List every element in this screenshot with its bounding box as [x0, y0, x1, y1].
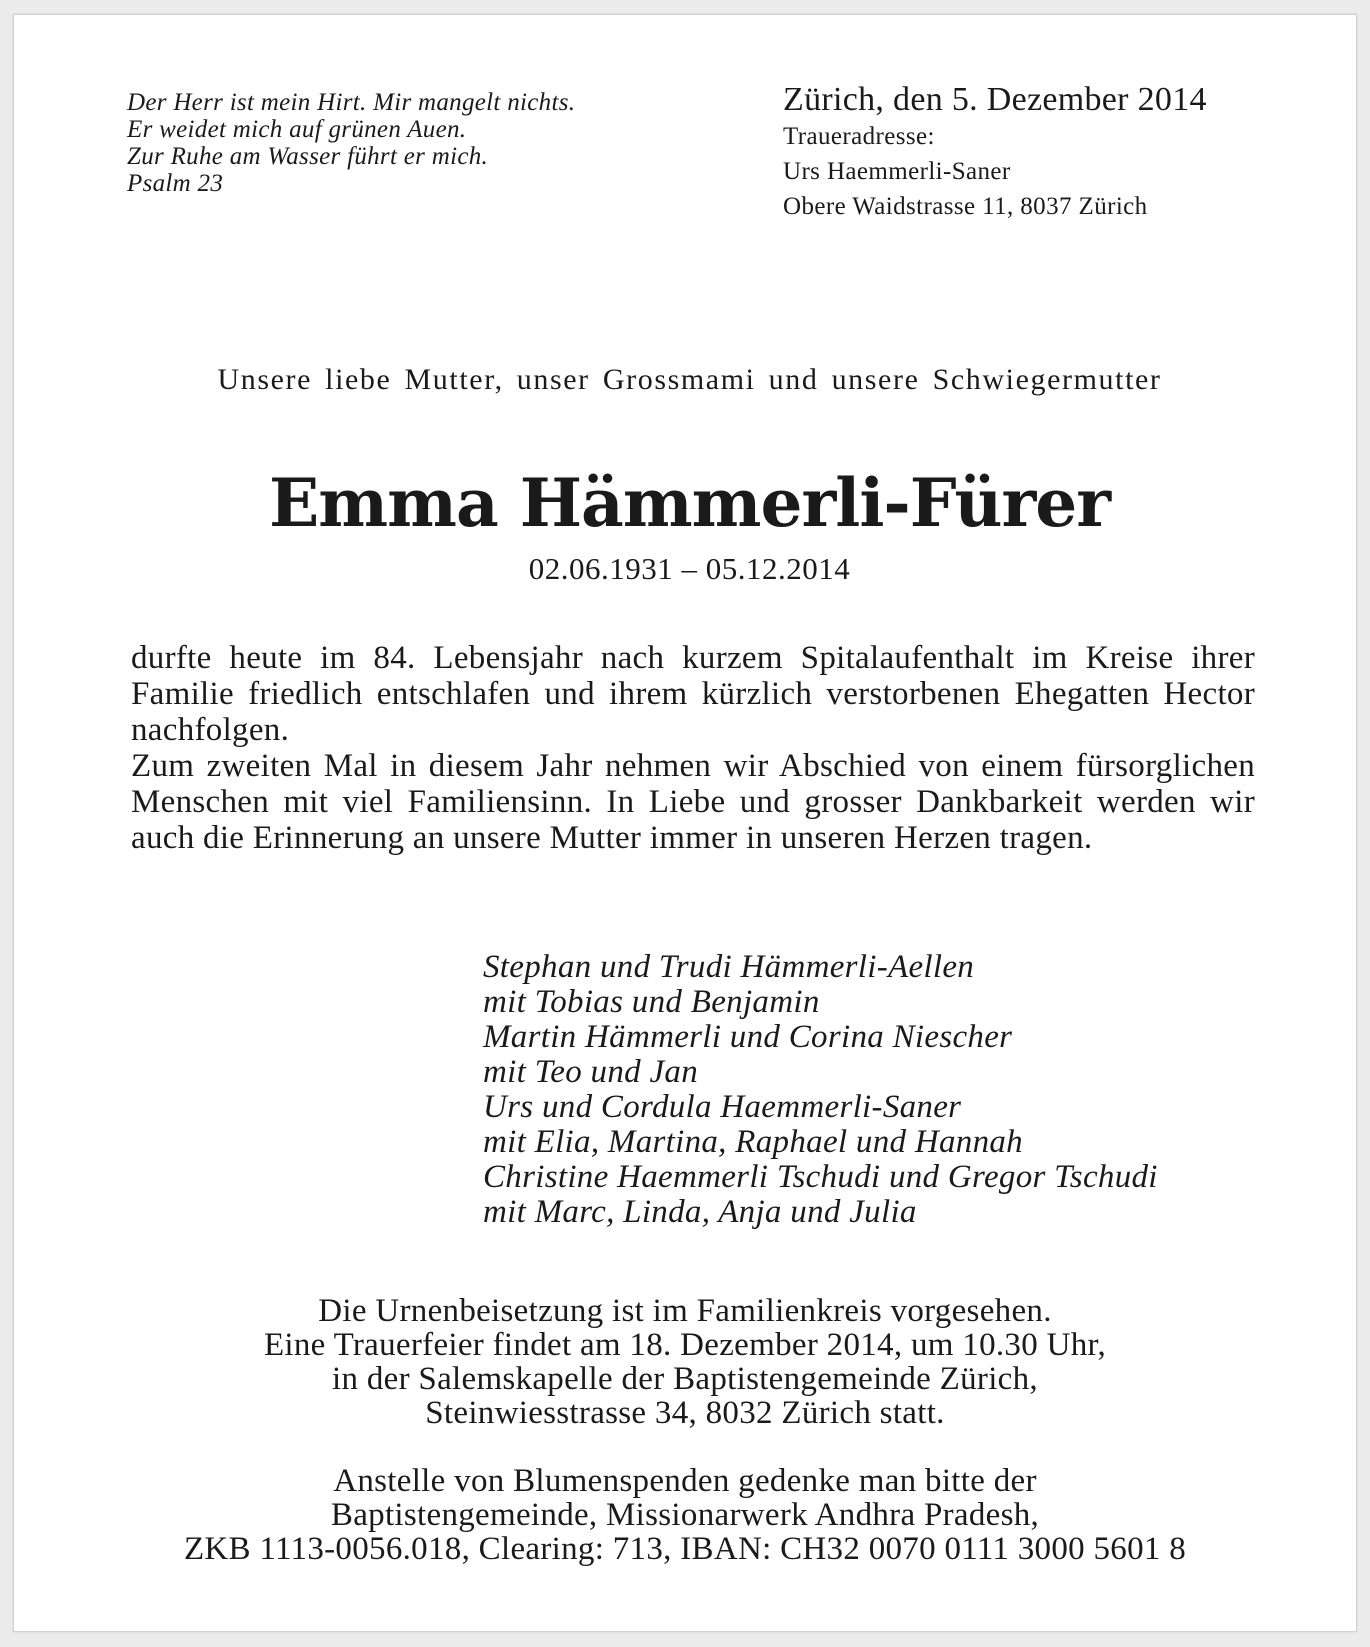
psalm-line: Der Herr ist mein Hirt. Mir mangelt nichts. [127, 89, 576, 116]
deceased-name: Emma Hämmerli-Fürer [268, 464, 1111, 542]
mourner-line: mit Elia, Martina, Raphael und Hannah [483, 1124, 1023, 1160]
notice-line: Die Urnenbeisetzung ist im Familienkreis vorgesehen. [318, 1293, 1052, 1329]
obituary-paragraph: Zum zweiten Mal in diesem Jahr nehmen wir Abschied von einem fürsorglichen Menschen mit viel Familiensinn. In Liebe und grosser Dankbarkeit werden wir auch die Erinnerung an unsere Mutter immer in unseren Herzen tragen. [131, 748, 1255, 856]
mourner-line: Stephan und Trudi Hämmerli-Aellen [483, 949, 975, 985]
donation-line: Baptistengemeinde, Missionarwerk Andhra Pradesh, [330, 1497, 1040, 1533]
donation-notice [74, 1464, 1296, 1566]
intro-line: Unsere liebe Mutter, unser Grossmami und unsere Schwiegermutter [217, 363, 1162, 396]
address-street: Obere Waidstrasse 11, 8037 Zürich [783, 193, 1148, 220]
mourner-line: Urs und Cordula Haemmerli-Saner [483, 1089, 962, 1125]
obituary-page [13, 14, 1357, 1632]
life-dates: 02.06.1931 – 05.12.2014 [528, 551, 851, 586]
place-date: Zürich, den 5. Dezember 2014 [783, 81, 1207, 118]
obituary-text [131, 640, 1255, 856]
psalm-quote [127, 89, 687, 197]
mourner-line: mit Teo und Jan [483, 1054, 699, 1090]
mourner-line: Martin Hämmerli und Corina Niescher [483, 1019, 1013, 1055]
obituary-paragraph: durfte heute im 84. Lebensjahr nach kurzem Spitalaufenthalt im Kreise ihrer Familie friedlich entschlafen und ihrem kürzlich verstorbenen Ehegatten Hector nachfolgen. [131, 640, 1255, 748]
funeral-notice [74, 1294, 1296, 1430]
donation-line: ZKB 1113-0056.018, Clearing: 713, IBAN: CH32 0070 0111 3000 5601 8 [183, 1531, 1187, 1567]
address-label: Traueradresse: [783, 123, 935, 150]
notice-line: Eine Trauerfeier findet am 18. Dezember 2014, um 10.30 Uhr, [263, 1327, 1107, 1363]
psalm-reference: Psalm 23 [127, 170, 224, 197]
notice-line: in der Salemskapelle der Baptistengemeinde Zürich, [332, 1361, 1038, 1397]
psalm-line: Zur Ruhe am Wasser führt er mich. [127, 143, 489, 170]
mourner-line: mit Tobias und Benjamin [483, 984, 820, 1020]
address-name: Urs Haemmerli-Saner [783, 158, 1011, 185]
donation-line: Anstelle von Blumenspenden gedenke man bitte der [333, 1463, 1037, 1499]
psalm-line: Er weidet mich auf grünen Auen. [127, 116, 467, 143]
mourners-list [483, 950, 1283, 1230]
mourner-line: Christine Haemmerli Tschudi und Gregor Tschudi [483, 1159, 1158, 1195]
notice-line: Steinwiesstrasse 34, 8032 Zürich statt. [425, 1395, 945, 1431]
mourning-address [783, 81, 1263, 224]
mourner-line: mit Marc, Linda, Anja und Julia [483, 1194, 917, 1230]
